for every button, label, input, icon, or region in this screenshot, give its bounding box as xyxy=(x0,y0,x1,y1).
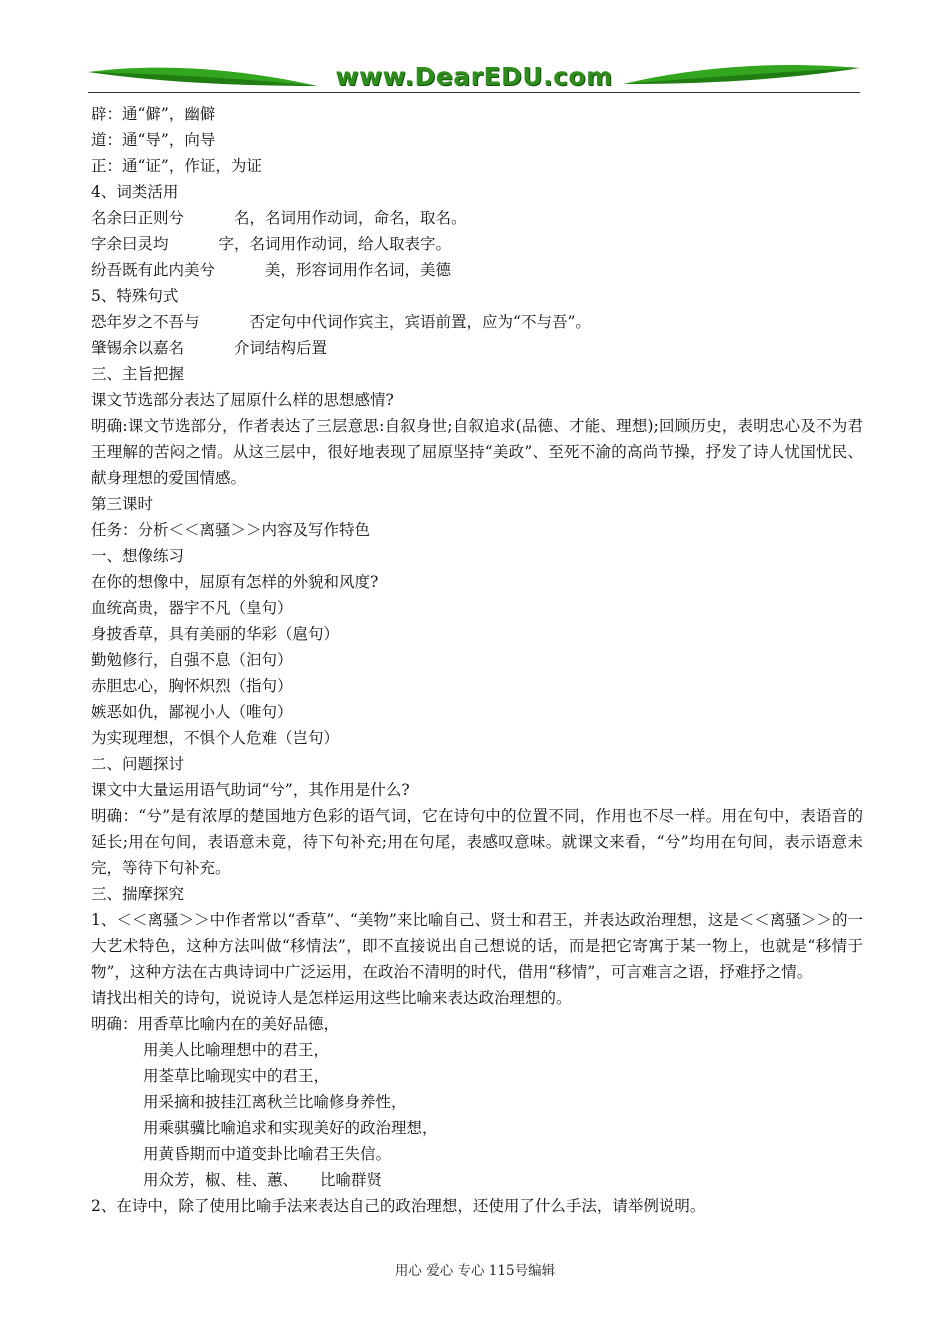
section-heading: 一、想像练习 xyxy=(91,547,185,565)
answer-line: 用采摘和披挂江离秋兰比喻修身养性， xyxy=(143,1093,407,1111)
document-body xyxy=(91,101,863,1219)
answer-line-part: 比喻群贤 xyxy=(320,1171,383,1189)
explanation: 名，名词用作动词，命名，取名。 xyxy=(234,209,467,227)
header-divider xyxy=(88,92,860,93)
poem-line: 肇锡余以嘉名 xyxy=(91,339,185,357)
section-heading: 三、主旨把握 xyxy=(91,365,185,383)
question: 课文节选部分表达了屈原什么样的思想感情? xyxy=(91,391,394,409)
poem-line: 恐年岁之不吾与 xyxy=(91,313,200,331)
lesson-heading: 第三课时 xyxy=(91,495,154,513)
section-heading: 5、特殊句式 xyxy=(91,287,179,305)
text-line xyxy=(91,335,863,361)
answer-line: 用乘骐骥比喻追求和实现美好的政治理想， xyxy=(143,1119,438,1137)
explanation: 美，形容词用作名词，美德 xyxy=(265,261,452,279)
text-line: 辟：通“僻”，幽僻 xyxy=(91,105,216,123)
poem-line: 纷吾既有此内美兮 xyxy=(91,261,216,279)
list-item: 身披香草，具有美丽的华彩（扈句） xyxy=(91,625,340,643)
page-footer: 用心 爱心 专心 115号编辑 xyxy=(394,1263,556,1279)
list-item: 嫉恶如仇，鄙视小人（唯句） xyxy=(91,703,293,721)
text-line xyxy=(91,205,863,231)
site-header xyxy=(88,60,860,96)
answer-line: 明确：用香草比喻内在的美好品德， xyxy=(91,1015,340,1033)
text-line xyxy=(91,257,863,283)
question: 2、在诗中，除了使用比喻手法来表达自己的政治理想，还使用了什么手法，请举例说明。 xyxy=(91,1197,706,1215)
section-heading: 三、揣摩探究 xyxy=(91,885,185,903)
explanation: 否定句中代词作宾主，宾语前置，应为“不与吾”。 xyxy=(249,313,591,331)
question: 请找出相关的诗句，说说诗人是怎样运用这些比喻来表达政治理想的。 xyxy=(91,989,572,1007)
list-item: 勤勉修行，自强不息（汩句） xyxy=(91,651,293,669)
answer-paragraph: 明确:课文节选部分，作者表达了三层意思:自叙身世;自叙追求(品德、才能、理想);回顾历史，表明忠心及不为君王理解的苦闷之情。从这三层中，很好地表现了屈原坚持“美政”、至死不渝的高尚节操，抒发了诗人忧国忧民、献身理想的爱国情感。 xyxy=(91,417,863,487)
answer-line xyxy=(91,1167,863,1193)
explanation: 字，名词用作动词，给人取表字。 xyxy=(218,235,452,253)
answer-line: 用荃草比喻现实中的君王， xyxy=(143,1067,330,1085)
section-heading: 二、问题探讨 xyxy=(91,755,185,773)
list-item: 赤胆忠心，胸怀炽烈（指句） xyxy=(91,677,293,695)
question: 课文中大量运用语气助词“兮”，其作用是什么? xyxy=(91,781,410,799)
answer-line: 用黄昏期而中道变卦比喻君王失信。 xyxy=(143,1145,392,1163)
section-heading: 4、词类活用 xyxy=(91,183,179,201)
list-item: 血统高贵，器宇不凡（皇句） xyxy=(91,599,293,617)
text-line: 道：通“导”，向导 xyxy=(91,131,216,149)
body-paragraph: 1、＜＜离骚＞＞中作者常以“香草”、“美物”来比喻自己、贤士和君王，并表达政治理想，这是＜＜离骚＞＞的一大艺术特色，这种方法叫做“移情法”，即不直接说出自己想说的话，而是把它寄寓于某一物上，也就是“移情于物”，这种方法在古典诗词中广泛运用，在政治不清明的时代，借用“移情”，可言难言之语，抒难抒之情。 xyxy=(91,911,863,981)
answer-line: 用美人比喻理想中的君王， xyxy=(143,1041,330,1059)
poem-line: 字余曰灵均 xyxy=(91,235,169,253)
site-logo: www.DearEDU.com xyxy=(335,62,613,91)
list-item: 为实现理想，不惧个人危难（岂句） xyxy=(91,729,340,747)
task-line: 任务：分析＜＜离骚＞＞内容及写作特色 xyxy=(91,521,371,539)
text-line xyxy=(91,309,863,335)
text-line: 正：通“证”，作证，为证 xyxy=(91,157,262,175)
question: 在你的想像中，屈原有怎样的外貌和风度? xyxy=(91,573,379,591)
explanation: 介词结构后置 xyxy=(234,339,328,357)
answer-line-part: 用众芳，椒、桂、蕙、 xyxy=(143,1171,299,1189)
poem-line: 名余曰正则兮 xyxy=(91,209,185,227)
answer-paragraph: 明确：“兮”是有浓厚的楚国地方色彩的语气词，它在诗句中的位置不同，作用也不尽一样。用在句中，表语音的延长;用在句间，表语意未竟，待下句补充;用在句尾，表感叹意味。就课文来看，“兮”均用在句间，表示语意未完，等待下句补充。 xyxy=(91,807,863,877)
text-line xyxy=(91,231,863,257)
